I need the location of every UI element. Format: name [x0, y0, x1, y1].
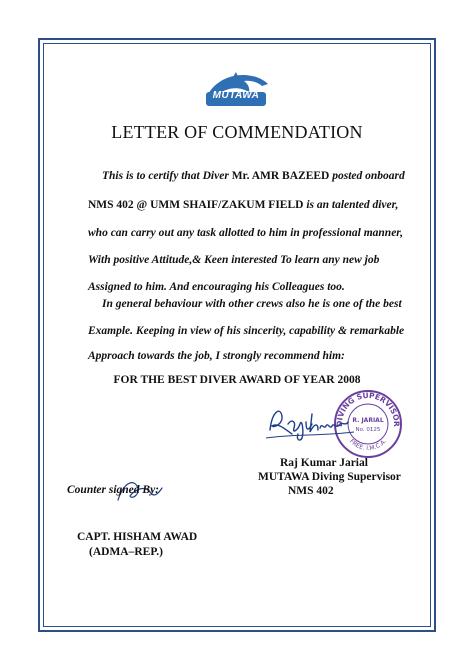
signatory-block: [258, 456, 401, 498]
body-line: Assigned to him. And encouraging his Colleagues too.: [88, 281, 345, 293]
svg-text:FREE. I.M.C.A.: FREE. I.M.C.A.: [348, 437, 388, 453]
signatory-name: Raj Kumar Jarial: [280, 457, 368, 469]
supervisor-signature: [262, 400, 358, 444]
dolphin-icon: [200, 68, 272, 110]
body-line: Example. Keeping in view of his sincerity, capability & remarkable: [88, 325, 405, 337]
body-line: This is to certify that Diver Mr. AMR BAZEED posted onboard: [102, 170, 405, 182]
svg-text:R. JARIAL: R. JARIAL: [352, 417, 384, 424]
logo-text: MUTAWA: [212, 90, 260, 101]
body-line: who can carry out any task allotted to him in professional manner,: [88, 227, 404, 239]
body-line: In general behaviour with other crews also he is one of the best: [102, 298, 402, 310]
svg-text:DIVING SUPERVISOR: DIVING SUPERVISOR: [334, 390, 402, 427]
signatory-unit: NMS 402: [288, 485, 334, 497]
body-line: NMS 402 @ UMM SHAIF/ZAKUM FIELD is an talented diver,: [88, 199, 399, 211]
countersigner-name: CAPT. HISHAM AWAD: [77, 531, 198, 543]
body-line: Approach towards the job, I strongly recommend him:: [88, 350, 345, 362]
counter-signed-label: Counter signed By:: [67, 484, 160, 496]
body-line: With positive Attitude,& Keen interested To learn any new job: [88, 254, 380, 266]
svg-text:No. 0125: No. 0125: [355, 427, 381, 433]
document-title: LETTER OF COMMENDATION: [111, 122, 363, 142]
countersigner-org: (ADMA–REP.): [89, 546, 163, 558]
signatory-role: MUTAWA Diving Supervisor: [258, 471, 401, 483]
award-line: FOR THE BEST DIVER AWARD OF YEAR 2008: [113, 374, 361, 386]
countersigner-block: [77, 530, 197, 560]
